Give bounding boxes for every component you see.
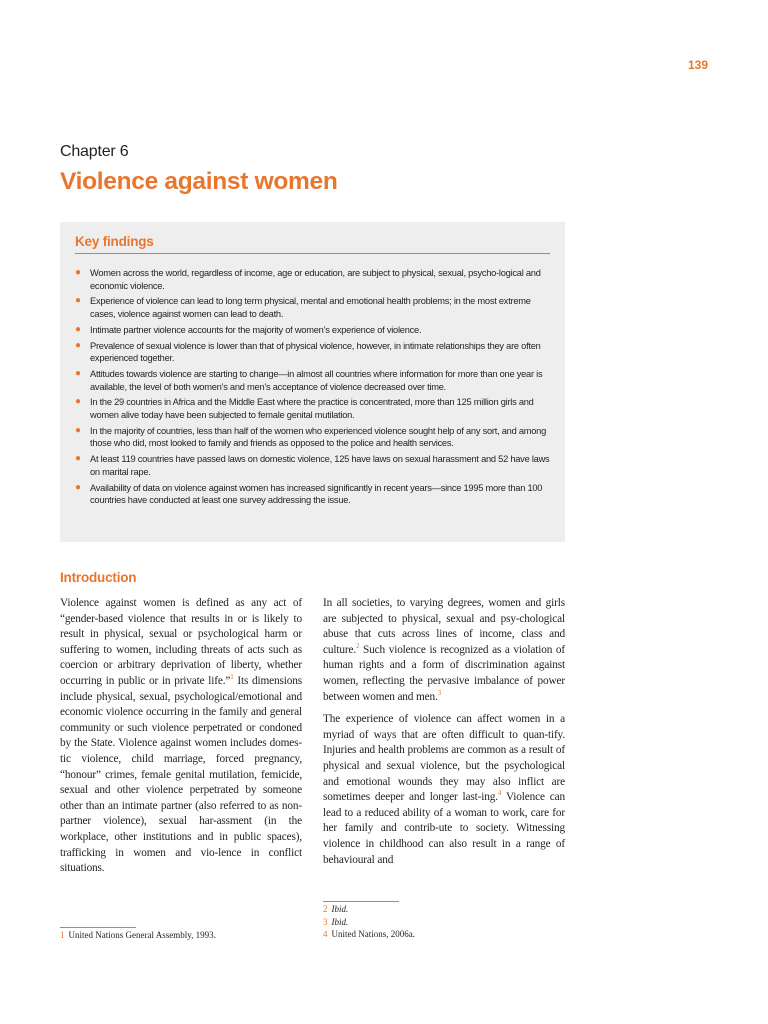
key-finding-item: ● In the majority of countries, less than half of the women who experienced violence sought help of any sort, and among those who did, most looked to family and friends as opposed to the police and health services. (75, 424, 547, 449)
footnotes-left (60, 929, 216, 942)
bullet-icon: ● (75, 396, 81, 408)
footnote: 2 Ibid. (323, 904, 349, 914)
footnote-ref[interactable]: 3 (437, 688, 442, 697)
footnote-ref[interactable]: 1 (230, 673, 234, 682)
key-findings-list (75, 267, 550, 507)
footnote: 4 United Nations, 2006a. (323, 929, 415, 939)
footnote-ref[interactable]: 2 (356, 642, 360, 651)
chapter-title: Violence against women (60, 168, 338, 195)
key-finding-item: ● Attitudes towards violence are starting to change—in almost all countries where information for more than one year is available, the level of both women’s and men’s acceptance of violence decreased over time. (75, 367, 543, 392)
bullet-icon: ● (75, 453, 81, 465)
footnote-rule-right (323, 901, 399, 902)
chapter-label: Chapter 6 (60, 143, 129, 160)
key-finding-item: ● Experience of violence can lead to long term physical, mental and emotional health problems; in the most extreme cases, violence against women can lead to death. (75, 295, 531, 320)
key-findings-heading: Key findings (75, 234, 550, 254)
footnote: 1 United Nations General Assembly, 1993. (60, 930, 216, 940)
bullet-icon: ● (75, 424, 81, 436)
bullet-icon: ● (75, 481, 81, 493)
key-finding-item: ● At least 119 countries have passed laws on domestic violence, 125 have laws on sexual harassment and 52 have laws on marital rape. (75, 453, 550, 477)
introduction-heading: Introduction (60, 570, 137, 585)
bullet-icon: ● (75, 295, 81, 307)
key-finding-item: ● Availability of data on violence against women has increased significantly in recent years—since 1995 more than 100 countries have conducted at least one survey addressing the issue. (75, 481, 543, 506)
bullet-icon: ● (75, 339, 81, 351)
key-finding-item: ● Women across the world, regardless of income, age or education, are subject to physical, sexual, psycho-logical and economic violence. (75, 267, 541, 291)
bullet-icon: ● (75, 323, 81, 335)
footnote-ref[interactable]: 4 (497, 789, 502, 798)
bullet-icon: ● (75, 367, 81, 379)
key-finding-item: ● In the 29 countries in Africa and the Middle East where the practice is concentrated, more than 125 million girls and women alive today have been subjected to female genital mutilation. (75, 396, 534, 421)
page-number: 139 (687, 58, 708, 72)
left-column (60, 596, 302, 884)
intro-paragraph: In all societies, to varying degrees, women and girls are subjected to physical, sexual and psy-chological abuse that cuts across lines of income, class and culture.$^2$ Such violence is recognized as a violation of human rights and a form of discrimination against women, reflecting the pervasive imbalance of power between women and men.$^3$ (323, 597, 565, 703)
intro-paragraph: The experience of violence can affect women in a myriad of ways that are often difficult to quan-tify. Injuries and health problems are common as a result of physical and sexual violence, but the psychological and emotional wounds they may also inflict are sometimes deeper and longer last-ing.$^4$ Violence can lead to a reduced ability of a woman to work, care for her family and contrib-ute to society. Witnessing violence in childhood can also result in a range of behavioural and (323, 713, 565, 866)
footnote: 3 Ibid. (323, 916, 349, 927)
footnote-rule-left (60, 927, 136, 928)
bullet-icon: ● (75, 267, 81, 278)
key-findings-box (60, 222, 565, 542)
right-column (323, 596, 565, 875)
key-finding-item: ● Intimate partner violence accounts for the majority of women’s experience of violence. (75, 323, 422, 335)
footnotes-right (323, 903, 415, 941)
intro-paragraph: Violence against women is defined as any act of “gender-based violence that results in or is likely to result in physical, sexual or psychological harm or suffering to women, including threats of acts such as coercion or arbitrary deprivation of liberty, whether occurring in public or in private life.”$^1$ Its dimensions include physical, sexual, psychological/emotional and economic violence occurring in the family and general community or such violence perpetrated or condoned by the State. Violence against women includes domes-tic violence, child marriage, forced pregnancy, “honour” crimes, female genital mutilation, femicide, sexual and other violence perpetrated by someone other than an intimate partner (also referred to as non-partner violence), sexual har-assment (in the workplace, other institutions and in public spaces), trafficking in women and vio-lence in conflict situations. (60, 597, 302, 875)
key-finding-item: ● Prevalence of sexual violence is lower than that of physical violence, however, in intimate relationships they are often experienced together. (75, 339, 541, 364)
